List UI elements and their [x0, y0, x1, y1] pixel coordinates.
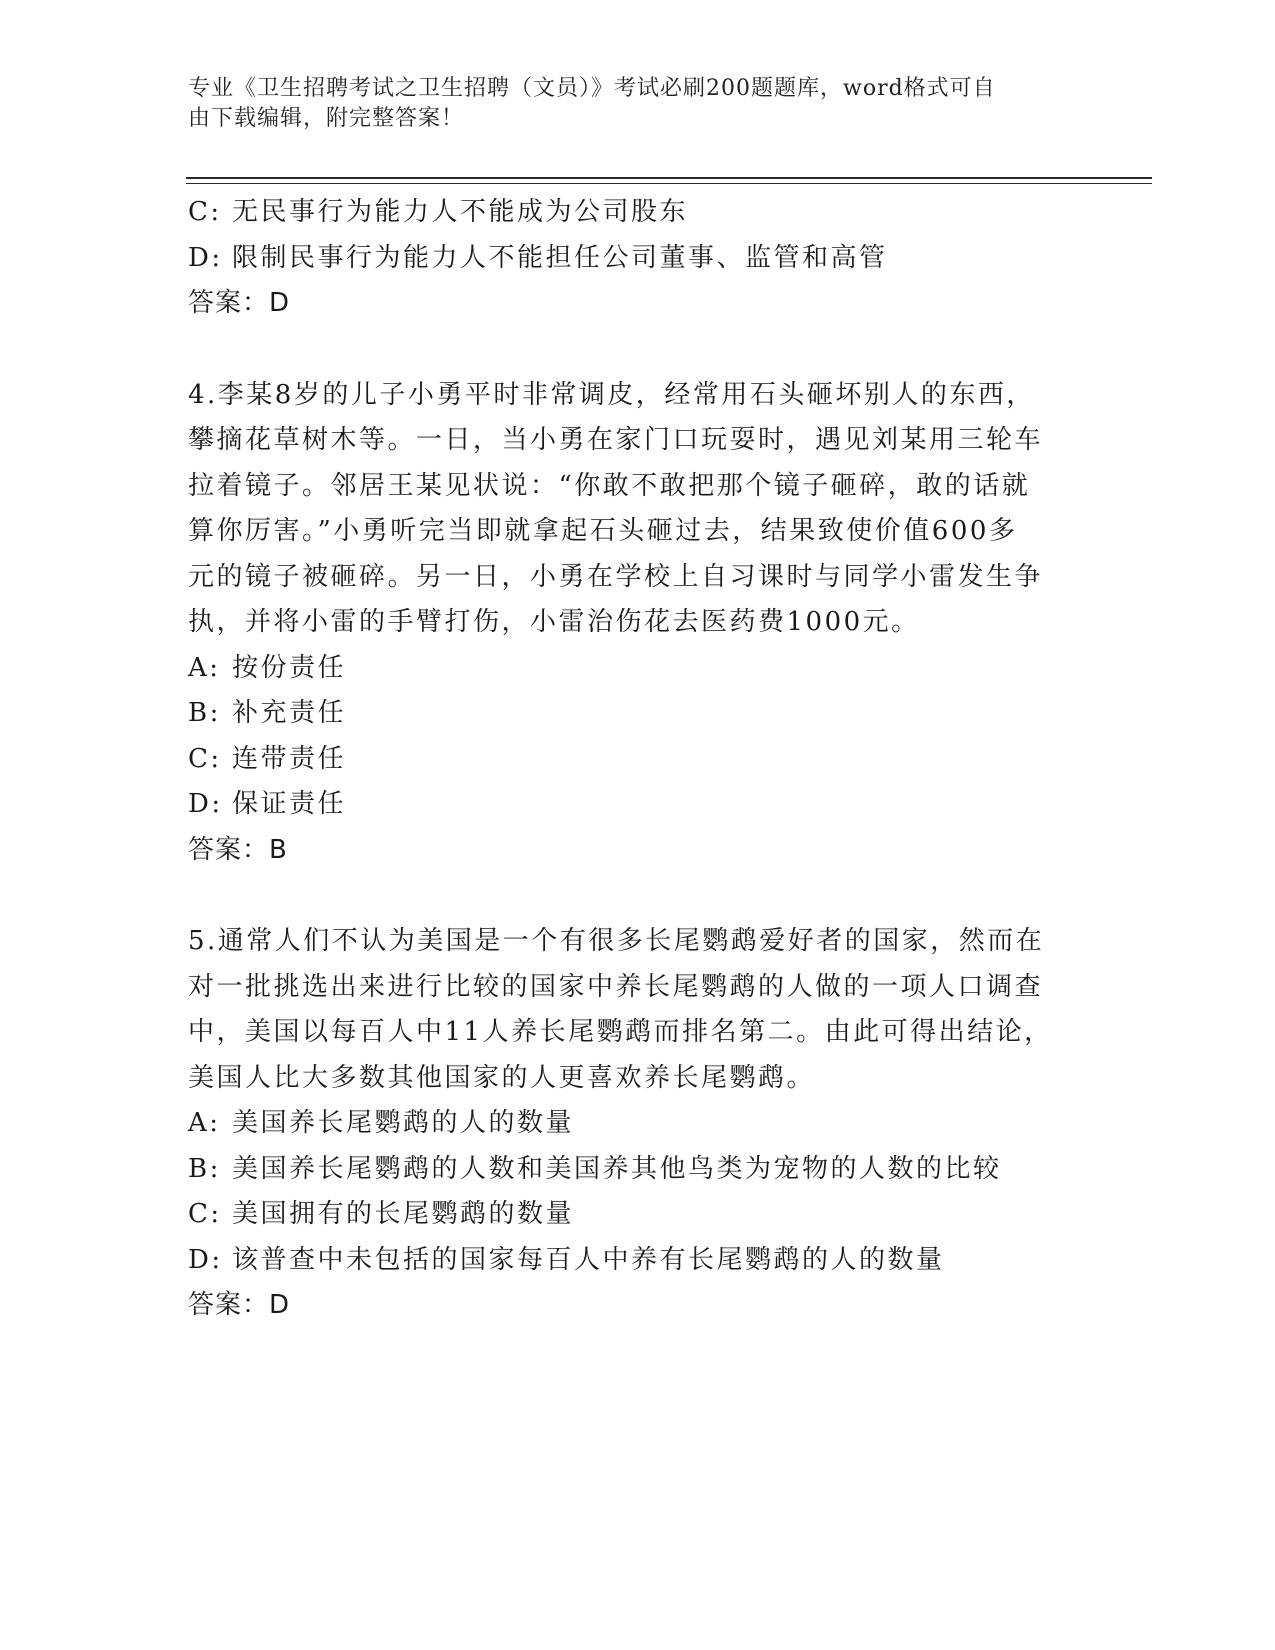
prev-question	[188, 190, 1068, 327]
header-line-1: 专业《卫生招聘考试之卫生招聘（文员）》考试必刷200题题库，word格式可自	[188, 76, 996, 101]
option-letter: B:	[188, 698, 221, 728]
option-text: 保证责任	[232, 789, 347, 819]
header-line-2: 由下载编辑，附完整答案！	[188, 106, 465, 131]
option-letter: D:	[188, 242, 223, 273]
option-d	[188, 782, 1068, 828]
question-stem	[188, 919, 1068, 1101]
stem-line: 对一批挑选出来进行比较的国家中养长尾鹦鹉的人做的一项人口调查	[188, 971, 1044, 1002]
option-c	[188, 190, 1068, 236]
option-letter: A:	[188, 652, 221, 683]
option-letter: C:	[188, 743, 222, 774]
option-letter: D:	[188, 789, 223, 819]
stem-line: 中，美国以每百人中11人养长尾鹦鹉而排名第二。由此可得出结论，	[188, 1017, 1053, 1047]
option-a	[188, 646, 1068, 692]
answer: 答案：D	[188, 288, 291, 318]
stem-line: 美国人比大多数其他国家的人更喜欢养长尾鹦鹉。	[188, 1062, 816, 1093]
option-a	[188, 1101, 1068, 1147]
header-divider-thin	[186, 183, 1152, 184]
option-text: 按份责任	[232, 652, 347, 683]
option-text: 连带责任	[232, 743, 347, 774]
option-text: 无民事行为能力人不能成为公司股东	[232, 197, 689, 227]
option-d	[188, 236, 1068, 282]
header-divider-thick	[186, 177, 1152, 179]
spacer	[188, 873, 1068, 919]
question-stem	[188, 373, 1068, 646]
answer: 答案：D	[188, 1290, 291, 1320]
stem-line: 算你厉害。”小勇听完当即就拿起石头砸过去，结果致使价值600多	[188, 516, 1018, 546]
stem-line: 攀摘花草树木等。一日，当小勇在家门口玩耍时，遇见刘某用三轮车	[188, 425, 1044, 455]
stem-line: 执，并将小雷的手臂打伤，小雷治伤花去医药费1000元。	[188, 607, 920, 637]
option-text: 限制民事行为能力人不能担任公司董事、监管和高管	[232, 242, 888, 273]
option-letter: C:	[188, 1199, 222, 1229]
document-header	[188, 74, 1068, 134]
option-letter: A:	[188, 1108, 221, 1138]
option-letter: D:	[188, 1244, 223, 1275]
stem-line: 拉着镜子。邻居王某见状说：“你敢不敢把那个镜子砸碎，敢的话就	[188, 470, 1031, 501]
question-4	[188, 373, 1068, 874]
option-text: 美国拥有的长尾鹦鹉的数量	[232, 1199, 575, 1229]
stem-line: 4.李某8岁的儿子小勇平时非常调皮，经常用石头砸坏别人的东西，	[188, 379, 1035, 410]
option-text: 该普查中未包括的国家每百人中养有长尾鹦鹉的人的数量	[232, 1244, 945, 1275]
spacer	[188, 327, 1068, 373]
option-b	[188, 691, 1068, 737]
option-letter: B:	[188, 1153, 221, 1184]
stem-line: 元的镜子被砸碎。另一日，小勇在学校上自习课时与同学小雷发生争	[188, 561, 1044, 592]
option-letter: C:	[188, 197, 222, 227]
option-text: 美国养长尾鹦鹉的人的数量	[232, 1108, 575, 1138]
answer: 答案：B	[188, 834, 288, 865]
option-c	[188, 1192, 1068, 1238]
option-b	[188, 1147, 1068, 1193]
option-d	[188, 1238, 1068, 1284]
stem-line: 5.通常人们不认为美国是一个有很多长尾鹦鹉爱好者的国家，然而在	[188, 926, 1045, 956]
option-text: 美国养长尾鹦鹉的人数和美国养其他鸟类为宠物的人数的比较	[232, 1153, 1002, 1184]
option-c	[188, 737, 1068, 783]
document-body	[188, 190, 1068, 1329]
option-text: 补充责任	[232, 698, 347, 728]
question-5	[188, 919, 1068, 1329]
